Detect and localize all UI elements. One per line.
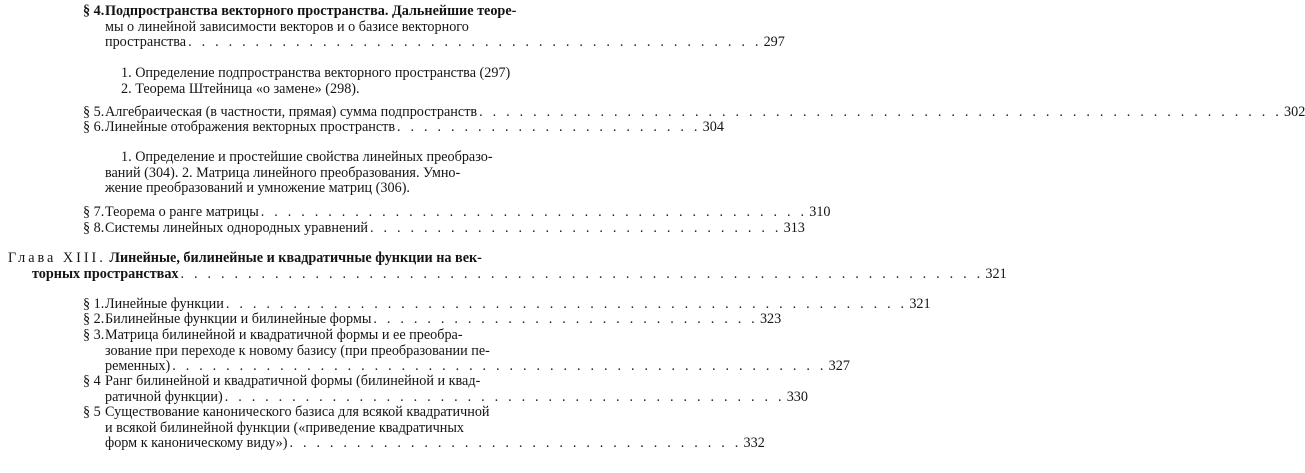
section-number: § 7. (83, 204, 105, 220)
page-number: 304 (702, 119, 724, 135)
section-number: § 3. (83, 327, 105, 343)
leader-dots: . . . . . . . . . . . . . . . . . . . . . . . . . . . . . . . . . . . . . . . . . . (224, 388, 785, 405)
leader-dots: . . . . . . . . . . . . . . . . . . . . . . . . . . . . . . . . . . . . . . . . . . . . . . . . . . . (225, 296, 908, 312)
subsection-line: 2. Теорема Штейница «о замене» (298). (121, 80, 360, 97)
section-title-line: Подпространства векторного пространства. Дальнейшие теоре- (105, 3, 517, 19)
section-number: § 6. (83, 119, 105, 135)
section-number: § 4 (83, 373, 101, 389)
section-title-line: Существование канонического базиса для всякой квадратичной (105, 404, 490, 420)
leader-dots: . . . . . . . . . . . . . . . . . . . . . . . (397, 119, 701, 135)
leader-dots: . . . . . . . . . . . . . . . . . . . . . . . . . . . . . . . (370, 220, 782, 236)
page-number: 310 (809, 204, 831, 220)
subsection-line: жение преобразований и умножение матриц (306). (105, 180, 410, 197)
section-number: § 1. (83, 296, 105, 312)
page-number: 297 (763, 34, 785, 51)
page-number: 323 (759, 311, 782, 327)
section-title: Линейные отображения векторных пространств (105, 119, 396, 135)
page-number: 302 (1284, 104, 1305, 120)
page-number: 330 (786, 388, 808, 405)
toc-sub-s6 (105, 149, 621, 197)
toc-entry-s6 (83, 119, 724, 136)
leader-dots: . . . . . . . . . . . . . . . . . . . . . . . . . . . . . . . . . . (289, 435, 742, 452)
section-number: § 2. (83, 311, 105, 327)
section-title-line: зование при переходе к новому базису (при преобразовании пе- (105, 342, 490, 359)
subsection-line: ваний (304). 2. Матрица линейного преобразования. Умно- (105, 164, 461, 181)
section-number: § 5. (83, 104, 105, 120)
section-title-line: ратичной функции) (105, 388, 223, 405)
leader-dots: . . . . . . . . . . . . . . . . . . . . . . . . . . . . . . . . . . . . . . . . . (260, 204, 808, 220)
section-title-line: мы о линейной зависимости векторов и о базисе векторного (105, 18, 469, 35)
chapter-title-line: Линейные, билинейные и квадратичные функции на век- (109, 250, 482, 266)
section-title-line: и всякой билинейной функции («приведение квадратичных (105, 419, 464, 436)
toc-entry-s8 (83, 220, 805, 237)
toc-entry-c5 (83, 404, 765, 452)
section-number: § 8. (83, 220, 105, 236)
toc-entry-c2 (83, 311, 782, 328)
page-number: 321 (909, 296, 931, 312)
leader-dots: . . . . . . . . . . . . . . . . . . . . . . . . . . . . . . . . . . . . . . . . . . . . . . . . . . . . . . . . . . . . (180, 265, 984, 282)
leader-dots: . . . . . . . . . . . . . . . . . . . . . . . . . . . . . (373, 311, 758, 327)
section-title-line: Ранг билинейной и квадратичной формы (билинейной и квад- (105, 373, 481, 389)
toc-chapter-13 (8, 250, 1007, 282)
chapter-title-line: торных пространствах (32, 265, 179, 282)
toc-entry-c3 (83, 327, 850, 375)
toc-entry-c4 (83, 373, 808, 405)
page-number: 321 (985, 265, 1007, 282)
section-title: Алгебраическая (в частности, прямая) сумма подпространств (105, 104, 478, 120)
toc-entry-s4 (83, 3, 785, 51)
leader-dots: . . . . . . . . . . . . . . . . . . . . . . . . . . . . . . . . . . . . . . . . . . . . . . . . . . . . . . . . . . . . (479, 104, 1282, 120)
leader-dots: . . . . . . . . . . . . . . . . . . . . . . . . . . . . . . . . . . . . . . . . . . . (188, 34, 762, 51)
page-number: 332 (743, 435, 765, 452)
leader-dots: . . . . . . . . . . . . . . . . . . . . . . . . . . . . . . . . . . . . . . . . . . . . . . . . . (172, 358, 827, 375)
toc-entry-s7 (83, 204, 831, 221)
page-number: 327 (828, 358, 850, 375)
subsection-line: 1. Определение и простейшие свойства линейных преобразо- (121, 149, 493, 165)
page-number: 313 (783, 220, 805, 236)
section-title: Системы линейных однородных уравнений (105, 220, 369, 236)
section-title-line: ременных) (105, 358, 171, 375)
section-number: § 4. (83, 3, 105, 19)
section-title: Линейные функции (105, 296, 224, 312)
section-title-line: пространства (105, 34, 187, 51)
chapter-label: Глава XIII. (8, 250, 106, 266)
section-title: Билинейные функции и билинейные формы (105, 311, 372, 327)
section-title: Теорема о ранге матрицы (105, 204, 259, 220)
subsection-line: 1. Определение подпространства векторного пространства (297) (121, 65, 511, 81)
section-number: § 5 (83, 404, 101, 420)
section-title-line: форм к каноническому виду») (105, 435, 288, 452)
toc-sub-s4 (121, 66, 621, 97)
section-title-line: Матрица билинейной и квадратичной формы и ее преобра- (105, 327, 463, 343)
